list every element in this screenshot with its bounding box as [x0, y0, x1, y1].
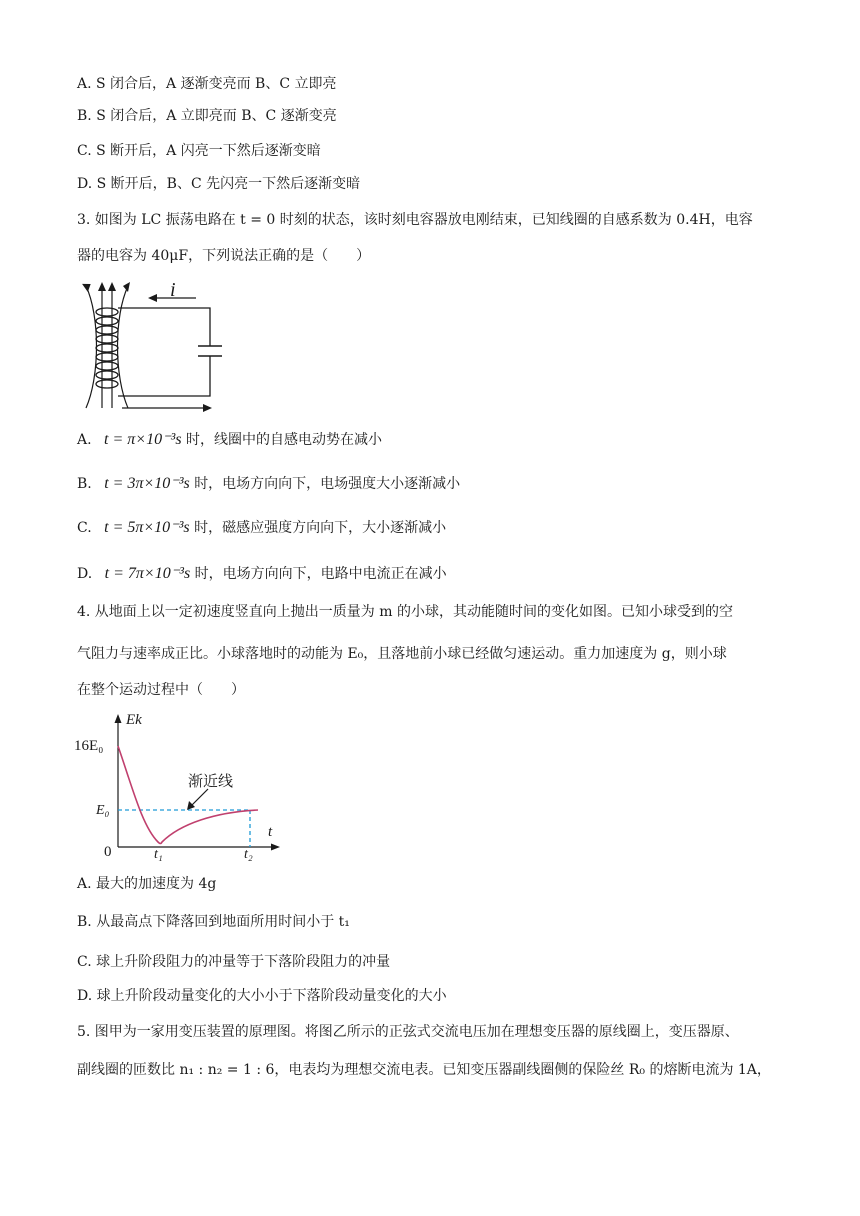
q4-stem-line1: 4. 从地面上以一定初速度竖直向上抛出一质量为 m 的小球，其动能随时间的变化如图。已知小球受到的空 [77, 604, 733, 620]
q4-option-c: C. 球上升阶段阻力的冲量等于下落阶段阻力的冲量 [77, 954, 391, 970]
q3-option-c-prefix: C. [77, 520, 92, 536]
q4-stem-line3: 在整个运动过程中（ ） [77, 682, 245, 698]
q3-option-d [77, 564, 447, 584]
x-axis-label: t [268, 824, 273, 840]
q3-option-c-time: t = 5π×10⁻³s [104, 519, 190, 536]
q4-option-d: D. 球上升阶段动量变化的大小小于下落阶段动量变化的大小 [77, 988, 447, 1004]
q5-stem-line1: 5. 图甲为一家用变压装置的原理图。将图乙所示的正弦式交流电压加在理想变压器的原线圈上，变压器原、 [77, 1024, 739, 1040]
q3-option-b-text: 时，电场方向向下，电场强度大小逐渐减小 [194, 476, 461, 492]
x-tick-t1: t₁ [154, 847, 163, 862]
q3-option-a-time: t = π×10⁻³s [104, 431, 182, 448]
q3-option-a-prefix: A. [77, 432, 92, 448]
asymptote-label: 渐近线 [188, 772, 234, 790]
q3-option-d-time: t = 7π×10⁻³s [104, 565, 191, 582]
ek-time-graph [70, 706, 290, 866]
q3-option-c [77, 518, 446, 538]
q4-option-b: B. 从最高点下降落回到地面所用时间小于 t₁ [77, 914, 350, 930]
q3-option-b [77, 474, 460, 494]
q3-option-d-prefix: D. [77, 566, 93, 582]
x-tick-t2: t₂ [244, 847, 253, 862]
q3-option-a-text: 时，线圈中的自感电动势在减小 [186, 432, 382, 448]
q4-stem-line2: 气阻力与速率成正比。小球落地时的动能为 E₀，且落地前小球已经做匀速运动。重力加速度为 g，则小球 [77, 646, 727, 662]
current-label: i [170, 279, 176, 301]
q3-option-b-prefix: B. [77, 476, 92, 492]
y-axis-label: Ek [126, 712, 142, 728]
q2-option-a: A. S 闭合后，A 逐渐变亮而 B、C 立即亮 [77, 76, 337, 92]
y-tick-e0: E₀ [96, 803, 110, 818]
lc-circuit-diagram [78, 276, 228, 416]
q3-option-c-text: 时，磁感应强度方向向下，大小逐渐减小 [194, 520, 447, 536]
q5-stem-line2: 副线圈的匝数比 n₁ : n₂ = 1 : 6，电表均为理想交流电表。已知变压器副线圈侧的保险丝 R₀ 的熔断电流为 1A， [77, 1062, 771, 1078]
q4-option-a: A. 最大的加速度为 4g [77, 876, 217, 892]
q3-stem-line2: 器的电容为 40μF，下列说法正确的是（ ） [77, 248, 371, 264]
q2-option-d: D. S 断开后，B、C 先闪亮一下然后逐渐变暗 [77, 176, 361, 192]
q3-option-d-text: 时，电场方向向下，电路中电流正在减小 [194, 566, 447, 582]
q2-option-c: C. S 断开后，A 闪亮一下然后逐渐变暗 [77, 143, 321, 159]
q3-option-a [77, 430, 382, 450]
y-tick-16e0: 16E₀ [74, 738, 104, 754]
q2-option-b: B. S 闭合后，A 立即亮而 B、C 逐渐变亮 [77, 108, 337, 124]
q3-option-b-time: t = 3π×10⁻³s [104, 475, 190, 492]
origin-label: 0 [104, 844, 112, 860]
q3-stem-line1: 3. 如图为 LC 振荡电路在 t = 0 时刻的状态，该时刻电容器放电刚结束，已知线圈的自感系数为 0.4H，电容 [77, 212, 753, 228]
